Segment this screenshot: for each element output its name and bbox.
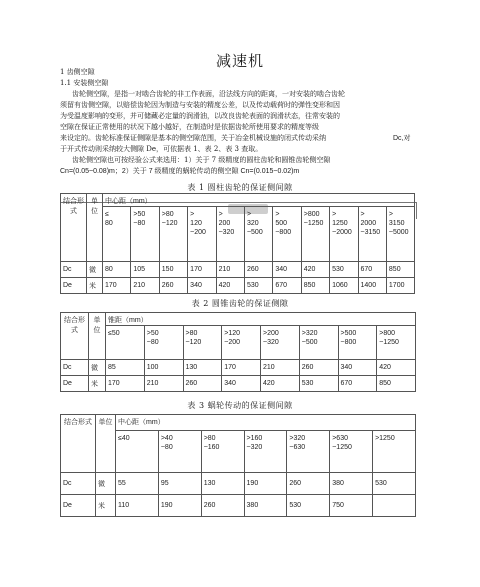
range-part: ~320	[263, 339, 279, 346]
range-header-cell	[244, 207, 272, 262]
value-cell: 80	[103, 262, 131, 278]
range-header-cell	[373, 431, 416, 473]
range-part: >	[388, 211, 393, 218]
range-part: 2000	[360, 220, 377, 227]
paragraph-line: 齿轮侧空隙，是指一对啮合齿轮的非工作表面，沿法线方向的距离，一对安装的啮合齿轮	[72, 90, 345, 98]
header-unit: 单位	[89, 313, 106, 360]
row-type-cell: De	[61, 376, 89, 392]
value-cell: 170	[188, 262, 216, 278]
range-part: >	[360, 211, 365, 218]
range-header-cell	[358, 207, 386, 262]
value-cell: 260	[159, 278, 187, 294]
table1-caption: 表 1 圆柱齿轮的保证侧间隙	[187, 183, 293, 192]
value-cell	[373, 495, 416, 517]
value-cell: 110	[116, 495, 159, 517]
range-part: >630	[332, 435, 348, 442]
row-type-cell: Dc	[61, 360, 89, 376]
range-part: ~80	[146, 339, 159, 346]
value-cell: 210	[216, 262, 244, 278]
range-part: >	[218, 211, 223, 218]
row-unit-cell: 微	[87, 262, 103, 278]
range-part: >80	[185, 330, 198, 337]
range-header-cell	[377, 326, 416, 360]
range-part: ~630	[289, 444, 306, 451]
range-header-cell	[301, 207, 329, 262]
value-cell: 530	[330, 262, 358, 278]
range-part: ~320	[246, 444, 263, 451]
range-header-cell	[183, 326, 222, 360]
value-cell: 850	[386, 262, 415, 278]
subsection-heading: 1.1 安装侧空隙	[60, 79, 109, 87]
table3	[60, 414, 416, 517]
value-cell: 340	[273, 262, 301, 278]
value-cell: 340	[338, 360, 377, 376]
value-cell: 380	[244, 495, 287, 517]
row-unit-cell: 米	[89, 376, 106, 392]
paragraph-line: 来设定的。齿轮标准保证侧隙是基本的侧空隙范围，关于冶金机械设施的闭式传动采纳	[60, 134, 326, 142]
range-header-cell	[330, 431, 373, 473]
range-header-cell	[338, 326, 377, 360]
value-cell: 850	[301, 278, 329, 294]
value-cell: 260	[183, 376, 222, 392]
range-part: ~3150	[360, 229, 381, 236]
value-cell: 420	[301, 262, 329, 278]
value-cell: 260	[244, 262, 272, 278]
range-part: >800	[303, 211, 320, 218]
value-cell: 170	[222, 360, 261, 376]
range-header-cell	[244, 431, 287, 473]
table-row	[61, 278, 415, 294]
value-cell: 150	[159, 262, 187, 278]
row-unit-cell: 微	[96, 473, 116, 495]
range-part: ~2000	[332, 229, 352, 236]
header-group: 中心距（mm）	[103, 194, 415, 207]
row-unit-cell: 微	[89, 360, 106, 376]
paragraph-line: 齿轮侧空隙也可按经验公式来选用：1）关于 7 级精度的圆柱齿轮和圆锥齿轮侧空隙	[72, 156, 331, 164]
value-cell: 420	[216, 278, 244, 294]
page-title: 减速机	[215, 52, 264, 70]
table-row	[61, 376, 416, 392]
range-part: ≤50	[108, 330, 120, 337]
range-header-cell	[273, 207, 301, 262]
range-part: >	[332, 211, 337, 218]
value-cell: 670	[273, 278, 301, 294]
table-row	[61, 360, 416, 376]
range-header-cell	[216, 207, 244, 262]
range-header-cell	[103, 207, 131, 262]
range-part: >80	[161, 211, 174, 218]
range-part: ~5000	[388, 229, 409, 236]
range-part: ~500	[301, 339, 318, 346]
value-cell: 170	[103, 278, 131, 294]
range-part: 200	[218, 220, 231, 227]
value-cell: 190	[244, 473, 287, 495]
range-part: >80	[203, 435, 216, 442]
value-cell: 670	[338, 376, 377, 392]
range-part: >800	[379, 330, 396, 337]
range-part: >160	[246, 435, 263, 442]
range-part: >500	[340, 330, 357, 337]
range-part: >	[246, 211, 252, 218]
range-part: >40	[160, 435, 173, 442]
table-row	[61, 262, 415, 278]
range-part: 120	[190, 220, 202, 227]
value-cell: 530	[299, 376, 338, 392]
row-type-cell: Dc	[61, 262, 87, 278]
range-part: 320	[246, 220, 259, 227]
header-unit: 单位	[96, 415, 116, 473]
row-type-cell: De	[61, 278, 87, 294]
range-header-cell	[131, 207, 159, 262]
range-part: ~200	[224, 339, 241, 346]
range-header-cell	[158, 431, 201, 473]
paragraph-line: 须留有齿侧空隙，以赔偿齿轮因为制造与安装的精度公差，以及传动载荷时的弹性变形和因	[60, 101, 340, 109]
paragraph-line-tail: Dc,对	[393, 135, 411, 142]
range-part: ≤	[105, 211, 109, 218]
range-part: 500	[275, 220, 288, 227]
value-cell: 420	[377, 360, 416, 376]
value-cell: 85	[106, 360, 145, 376]
value-cell: 750	[330, 495, 373, 517]
header-type: 结合形式	[61, 313, 89, 360]
table-row	[61, 495, 416, 517]
range-part: >320	[289, 435, 306, 442]
value-cell: 380	[330, 473, 373, 495]
value-cell: 210	[144, 376, 183, 392]
paragraph-line: Cn=(0.05~0.08)m；2）关于 7 级精度的蜗轮传动的侧空隙 Cn=(0.015~0.02)m	[60, 168, 300, 175]
range-header-cell	[106, 326, 145, 360]
range-header-cell	[261, 326, 300, 360]
range-part: ~120	[185, 339, 202, 346]
range-header-cell	[201, 431, 244, 473]
header-type: 结合形式	[61, 415, 96, 473]
value-cell: 95	[158, 473, 201, 495]
range-part: ~800	[275, 229, 292, 236]
range-part: >50	[133, 211, 146, 218]
table2-caption: 表 2 圆锥齿轮的保证侧隙	[191, 299, 289, 308]
value-cell: 850	[377, 376, 416, 392]
row-unit-cell: 米	[87, 278, 103, 294]
value-cell: 130	[183, 360, 222, 376]
range-part: >	[190, 211, 195, 218]
row-unit-cell: 米	[96, 495, 116, 517]
header-group: 锥距（mm）	[106, 313, 416, 326]
range-part: ~320	[218, 229, 235, 236]
range-part: ~160	[203, 444, 220, 451]
row-type-cell: Dc	[61, 473, 96, 495]
range-header-cell	[386, 207, 415, 262]
value-cell: 1700	[386, 278, 415, 294]
value-cell: 100	[144, 360, 183, 376]
value-cell: 340	[222, 376, 261, 392]
range-header-cell	[299, 326, 338, 360]
value-cell: 210	[131, 278, 159, 294]
range-part: 1250	[332, 220, 348, 227]
range-part: ~1250	[332, 444, 352, 451]
range-header-cell	[287, 431, 330, 473]
range-part: >1250	[375, 435, 395, 442]
range-part: >120	[224, 330, 241, 337]
value-cell: 105	[131, 262, 159, 278]
value-cell: 170	[106, 376, 145, 392]
range-part: ~80	[160, 444, 173, 451]
header-group: 中心距（mm）	[116, 415, 416, 431]
range-part: ~1250	[379, 339, 399, 346]
range-header-cell	[159, 207, 187, 262]
value-cell: 260	[299, 360, 338, 376]
paragraph-line: 于开式传动则采纳较大侧隙 De，可依据表 1、表 2、表 3 查取。	[60, 145, 263, 153]
range-part: >50	[146, 330, 159, 337]
table2	[60, 312, 416, 392]
value-cell: 210	[261, 360, 300, 376]
range-header-cell	[188, 207, 216, 262]
section-heading: 1 齿侧空隙	[60, 68, 95, 76]
header-type: 结合形式	[61, 194, 87, 262]
header-unit: 单位	[87, 194, 103, 262]
range-header-cell	[144, 326, 183, 360]
value-cell: 260	[287, 473, 330, 495]
range-part: ~500	[246, 229, 263, 236]
range-part: ~800	[340, 339, 357, 346]
value-cell: 260	[201, 495, 244, 517]
value-cell: 530	[244, 278, 272, 294]
row-type-cell: De	[61, 495, 96, 517]
value-cell: 55	[116, 473, 159, 495]
value-cell: 530	[287, 495, 330, 517]
range-part: ≤40	[118, 435, 130, 442]
range-part: 3150	[388, 220, 405, 227]
paragraph-line: 为受温度影响的变形，并可储藏必定量的润滑油，以改良齿轮表面的润滑状态，往常安装的	[60, 112, 340, 120]
range-part: ~80	[133, 220, 146, 227]
range-part: >	[275, 211, 280, 218]
range-header-cell	[222, 326, 261, 360]
range-part: 80	[105, 220, 113, 227]
paragraph-line: 空隙在保证正常使用的状况下越小越好，在制造时是依据齿轮所使用要求的精度等级	[60, 123, 319, 131]
value-cell: 1060	[330, 278, 358, 294]
range-header-cell	[330, 207, 358, 262]
range-part: >320	[301, 330, 318, 337]
range-header-cell	[116, 431, 159, 473]
value-cell: 670	[358, 262, 386, 278]
value-cell: 130	[201, 473, 244, 495]
range-part: ~200	[190, 229, 206, 236]
value-cell: 340	[188, 278, 216, 294]
value-cell: 190	[158, 495, 201, 517]
value-cell: 1400	[358, 278, 386, 294]
table-row	[61, 473, 416, 495]
range-part: >200	[263, 330, 279, 337]
value-cell: 530	[373, 473, 416, 495]
value-cell: 420	[261, 376, 300, 392]
range-part: ~1250	[303, 220, 324, 227]
table1	[60, 193, 415, 294]
table3-caption: 表 3 蜗轮传动的保证侧间隙	[187, 401, 293, 410]
range-part: ~120	[161, 220, 178, 227]
